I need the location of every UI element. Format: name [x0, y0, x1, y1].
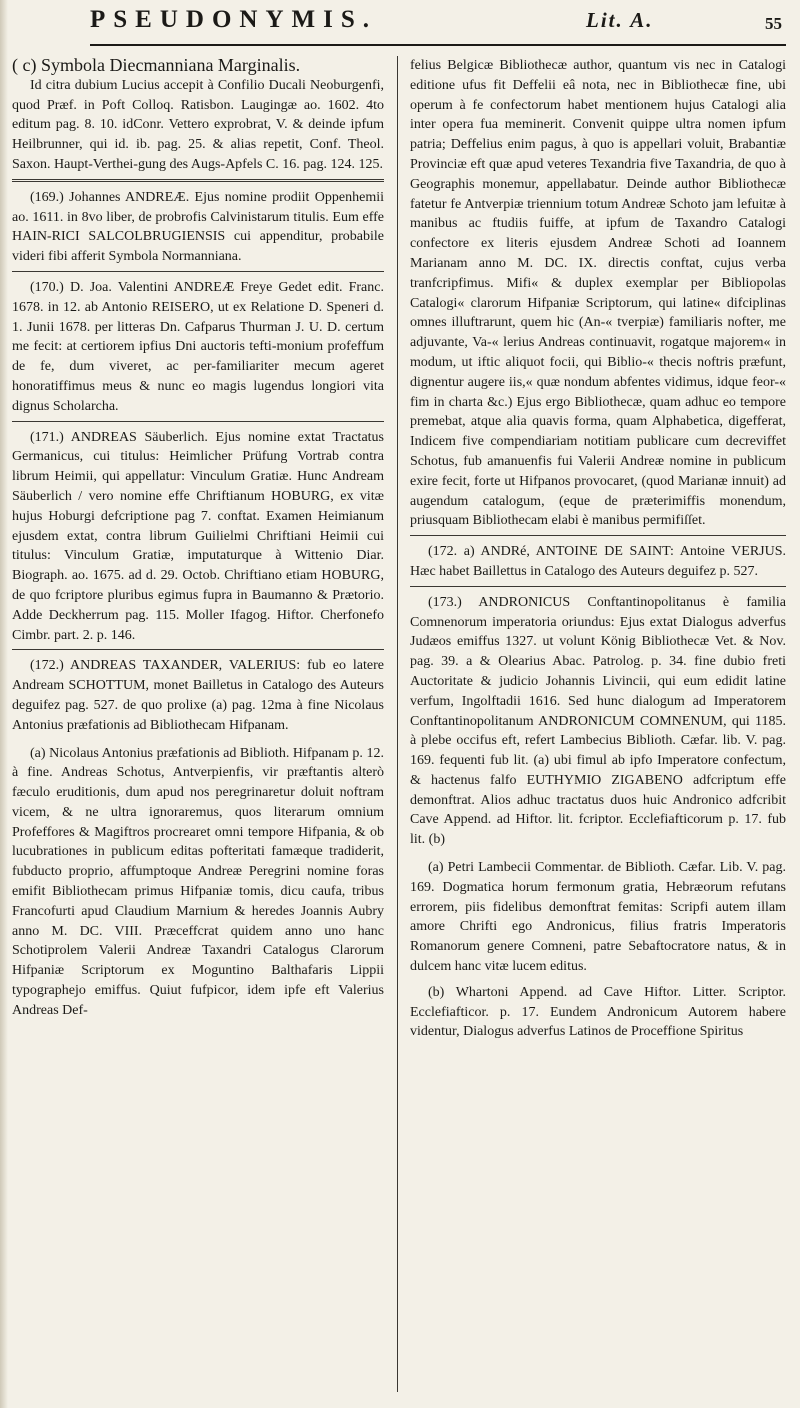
footnote-b-right: (b) Whartoni Append. ad Cave Hiftor. Litter. Scriptor. Ecclefiafticor. p. 17. Eundem Andronicum Autorem habere videntur, Dialogus adverfus Latinos de Proceffione Spiritus: [410, 984, 786, 1040]
entry-172: (172.) ANDREAS TAXANDER, VALERIUS: fub eo latere Andream SCHOTTUM, monet Bailletus in Catalogo des Auteurs deguifez pag. 527. de quo prolixe (a) pag. 12ma à fine Nicolaus Antonius præfationis ad Bibliothecam Hifpanam.: [12, 658, 384, 733]
entry-c-body: Id citra dubium Lucius accepit à Confilio Ducali Neoburgenfi, quod Præf. in Poft Colloq. Ratisbon. Laugingæ ao. 1602. 4to editum pag. 8. 10. idConr. Vettero exprobrat, V. & deinde ipfum Heilbrunner, qui id. ib. pag. 25. & alias repetit, Conf. Theol. Saxon. Haupt-Verthei-gung des Augs-Apfels C. 16. pag. 124. 125.: [12, 77, 384, 172]
entry-173: (173.) ANDRONICUS Conftantinopolitanus è familia Comnenorum imperatoria oriundus: Ejus extat Dialogus adverfus Judæos emiffus 1327. ut volunt König Bibliothecæ Vet. & Nov. pag. 39. a & Olearius Abac. Patrolog. p. 34. fine dubio freti Auctoritate & judicio Johannis Livincii, qui eum edidit latine verfum, Ingolftadii 1616. Sed hunc dialogum ad Imperatorem Conftantinopolitanum ANDRONICUM COMNENUM, qui 1185. à plebe occifus eft, refert Lambecius Biblioth. Cæfar. lib. V. pag. 169. fequenti fub lit. (a) ubi fimul ab ipfo Imperatore confectum, & hactenus falfo EUTHYMIO ZIGABENO adfcriptum effe demonftrat. Alios adhuc tractatus duos huic Andronico adfcribit Cave Append. ad Hiftor. lit. fcriptor. Ecclefiafticorum p. 17. fub lit. (b): [410, 594, 786, 848]
entry-170: (170.) D. Joa. Valentini ANDREÆ Freye Gedet edit. Franc. 1678. in 12. ab Antonio REISERO, ut ex Relatione D. Speneri d. 1. Junii 1678. per litteras Dn. Cafparus Thurman J. U. D. certum me fecit: at certiorem ipfius Dni auctoris tefti-monium profeffum de fe, dum viveret, ac per-familiariter mecum ageret honoratiffimus meus & nunc eo magis lugendus longiori vita dignus Scholarcha.: [12, 279, 384, 414]
footnotes-right: [410, 858, 786, 1042]
entry-separator: [12, 179, 384, 182]
running-head-title: PSEUDONYMIS.: [90, 6, 377, 33]
entry-separator: [12, 649, 384, 650]
entry-separator: [410, 535, 786, 536]
column-divider: [397, 56, 398, 1392]
footnote-a-left: (a) Nicolaus Antonius præfationis ad Biblioth. Hifpanam p. 12. à fine. Andreas Schotus, Antverpienfis, vir præftantis alterò fæculo eruditionis, dum apud nos peregrinaretur doluit noftram vicem, & ne ultra ignoraremus, quos literarum omnium Profeffores & Magiftros procrearet omni tempore Hifpania, & ob lucubrationes in publicum editas pofteritati famæque tradiderit, fubducto proprio, affumptoque Andreæ Peregrini nomine foras emifit Bibliothecam primus Hifpaniæ tomis, dicu caufa, tribus Francofurti apud Claudium Marnium & heredes Joannis Aubry anno M. DC. VIII. Præceffcrat quidem anno uno hanc Schotiprolem Valerii Andreæ Taxandri Catalogus Clarorum Hifpaniæ Scriptorum ex Moguntino Balthafaris Lippii typographejo emiffus. Quiut fufpicor, idem ipfe eft Valerius Andreas Def-: [12, 745, 384, 1018]
left-column: [12, 56, 384, 1027]
running-head: [90, 4, 786, 46]
page-number: 55: [765, 14, 782, 33]
running-head-letter: Lit. A.: [586, 8, 654, 32]
entry-171: (171.) ANDREAS Säuberlich. Ejus nomine extat Tractatus Germanicus, cui titulus: Heimlicher Prüfung Vortrab contra librum Heimii, qui appellatur: Vinculum Gratiæ. Hunc Andream Säuberlich / vero nomine effe Chriftianum HOBURG, ex vitæ hujus Hoburgi defcriptione pag 7. conftat. Examen Heimianum ejusdem extat, contra librum Guilielmi Chriftiani Heimii cui titulus: Vinculum Gratiæ, imputaturque à Wittenio Diar. Biograph. ao. 1675. ad d. 29. Octob. Chriftiano etiam HOBURG, de quo fcriptore pluribus egimus fupra in Baumanno & Prætorio. Adde Deckherrum pag. 115. Moller Ifagog. Hiftor. Cherfonefo Cimbr. part. 2. p. 146.: [12, 429, 384, 643]
page-gutter-shadow: [0, 0, 8, 1408]
entry-172a: (172. a) ANDRé, ANTOINE DE SAINT: Antoine VERJUS. Hæc habet Baillettus in Catalogo des Auteurs deguifez p. 527.: [410, 544, 786, 579]
footnote-a-right: (a) Petri Lambecii Commentar. de Biblioth. Cæfar. Lib. V. pag. 169. Dogmatica horum fermonum gratia, Hebræorum refutans errorem, piis fidelibus demonftrat femitas: Scripfi autem illam amore Chrifti ego Andronicus, filius fratris Imperatoris Romanorum genere Comneni, patre Sebaftocratore natus, & in dulcem hanc vitæ lucem editus.: [410, 860, 786, 975]
entry-c-heading: ( c) Symbola Diecmanniana Marginalis.: [12, 55, 301, 75]
entry-separator: [12, 421, 384, 422]
entry-separator: [410, 586, 786, 587]
entry-separator: [12, 271, 384, 272]
entry-172-continued: felius Belgicæ Bibliothecæ author, quantum vis nec in Catalogi editione ufus fit Deffelii eâ nota, nec in Bibliothecæ fine, ubi operum à fe confectorum habet mentionem hujus Catalogi alia inter opera fua meminerit. Convenit quippe ultra nomen ipfum patria; Deffelius enim pagus, à quo is appellari voluit, Brabantiæ Provinciæ eft quæ apud veteres Texandria five Taxandria, de quo à Geographis monemur, appellabatur. Deinde author Bibliothecæ fatetur fe Antverpiæ triennium totum Andreæ Schoto jam lefuitæ à manibus ac ftudiis fuiffe, at ipfum de Taxandro Catalogi confectore ex literis ejusdem Andreæ Schoti ad Ioannem Marianam anno M. DC. IX. directis conftat, cujus verba tranfcripfimus. Mifi« & duplex exemplar per Bibliopolas Catalogi« clarorum Hifpaniæ Scriptorum, qui latine« difciplinas omnes illuftrarunt, quem hic (An-« tverpiæ) familiaris nofter, me adjuvante, Va-« lerius Andreas continuavit, rogatque majorem« in modum, ut iftic aliquot focii, qui Biblio-« thecis noftris præfunt, dignentur augere iis,« quæ nondum abfentes vidimus, idque feor-« fim in charta &c.) Ejus ergo Bibliothecæ, quam adhuc eo tempore premebat, atque alia quavis forma, quam Alphabetica, digefferat, Indicem five compendiariam notitiam publicare cum decreviffet Schotus, fub amanuenfis fui Valerii Andreæ nomine in publicum exire fecit, forte ut Hifpanos provocaret, (quod Marianæ innuit) ad augendum catalogum, (eque de præterimiffis monendum, priusquam Bibliothecam elabi è manibus permifiſſet.: [410, 58, 786, 529]
entry-169: (169.) Johannes ANDREÆ. Ejus nomine prodiit Oppenhemii ao. 1611. in 8vo liber, de probrofis Calvinistarum titulis. Eum effe HAIN-RICI SALCOLBRUGIENSIS cui appenditur, probabile videri fibi afferit Symbola Normanniana.: [12, 189, 384, 265]
right-column: [410, 56, 786, 1048]
footnotes-left: [12, 744, 384, 1021]
